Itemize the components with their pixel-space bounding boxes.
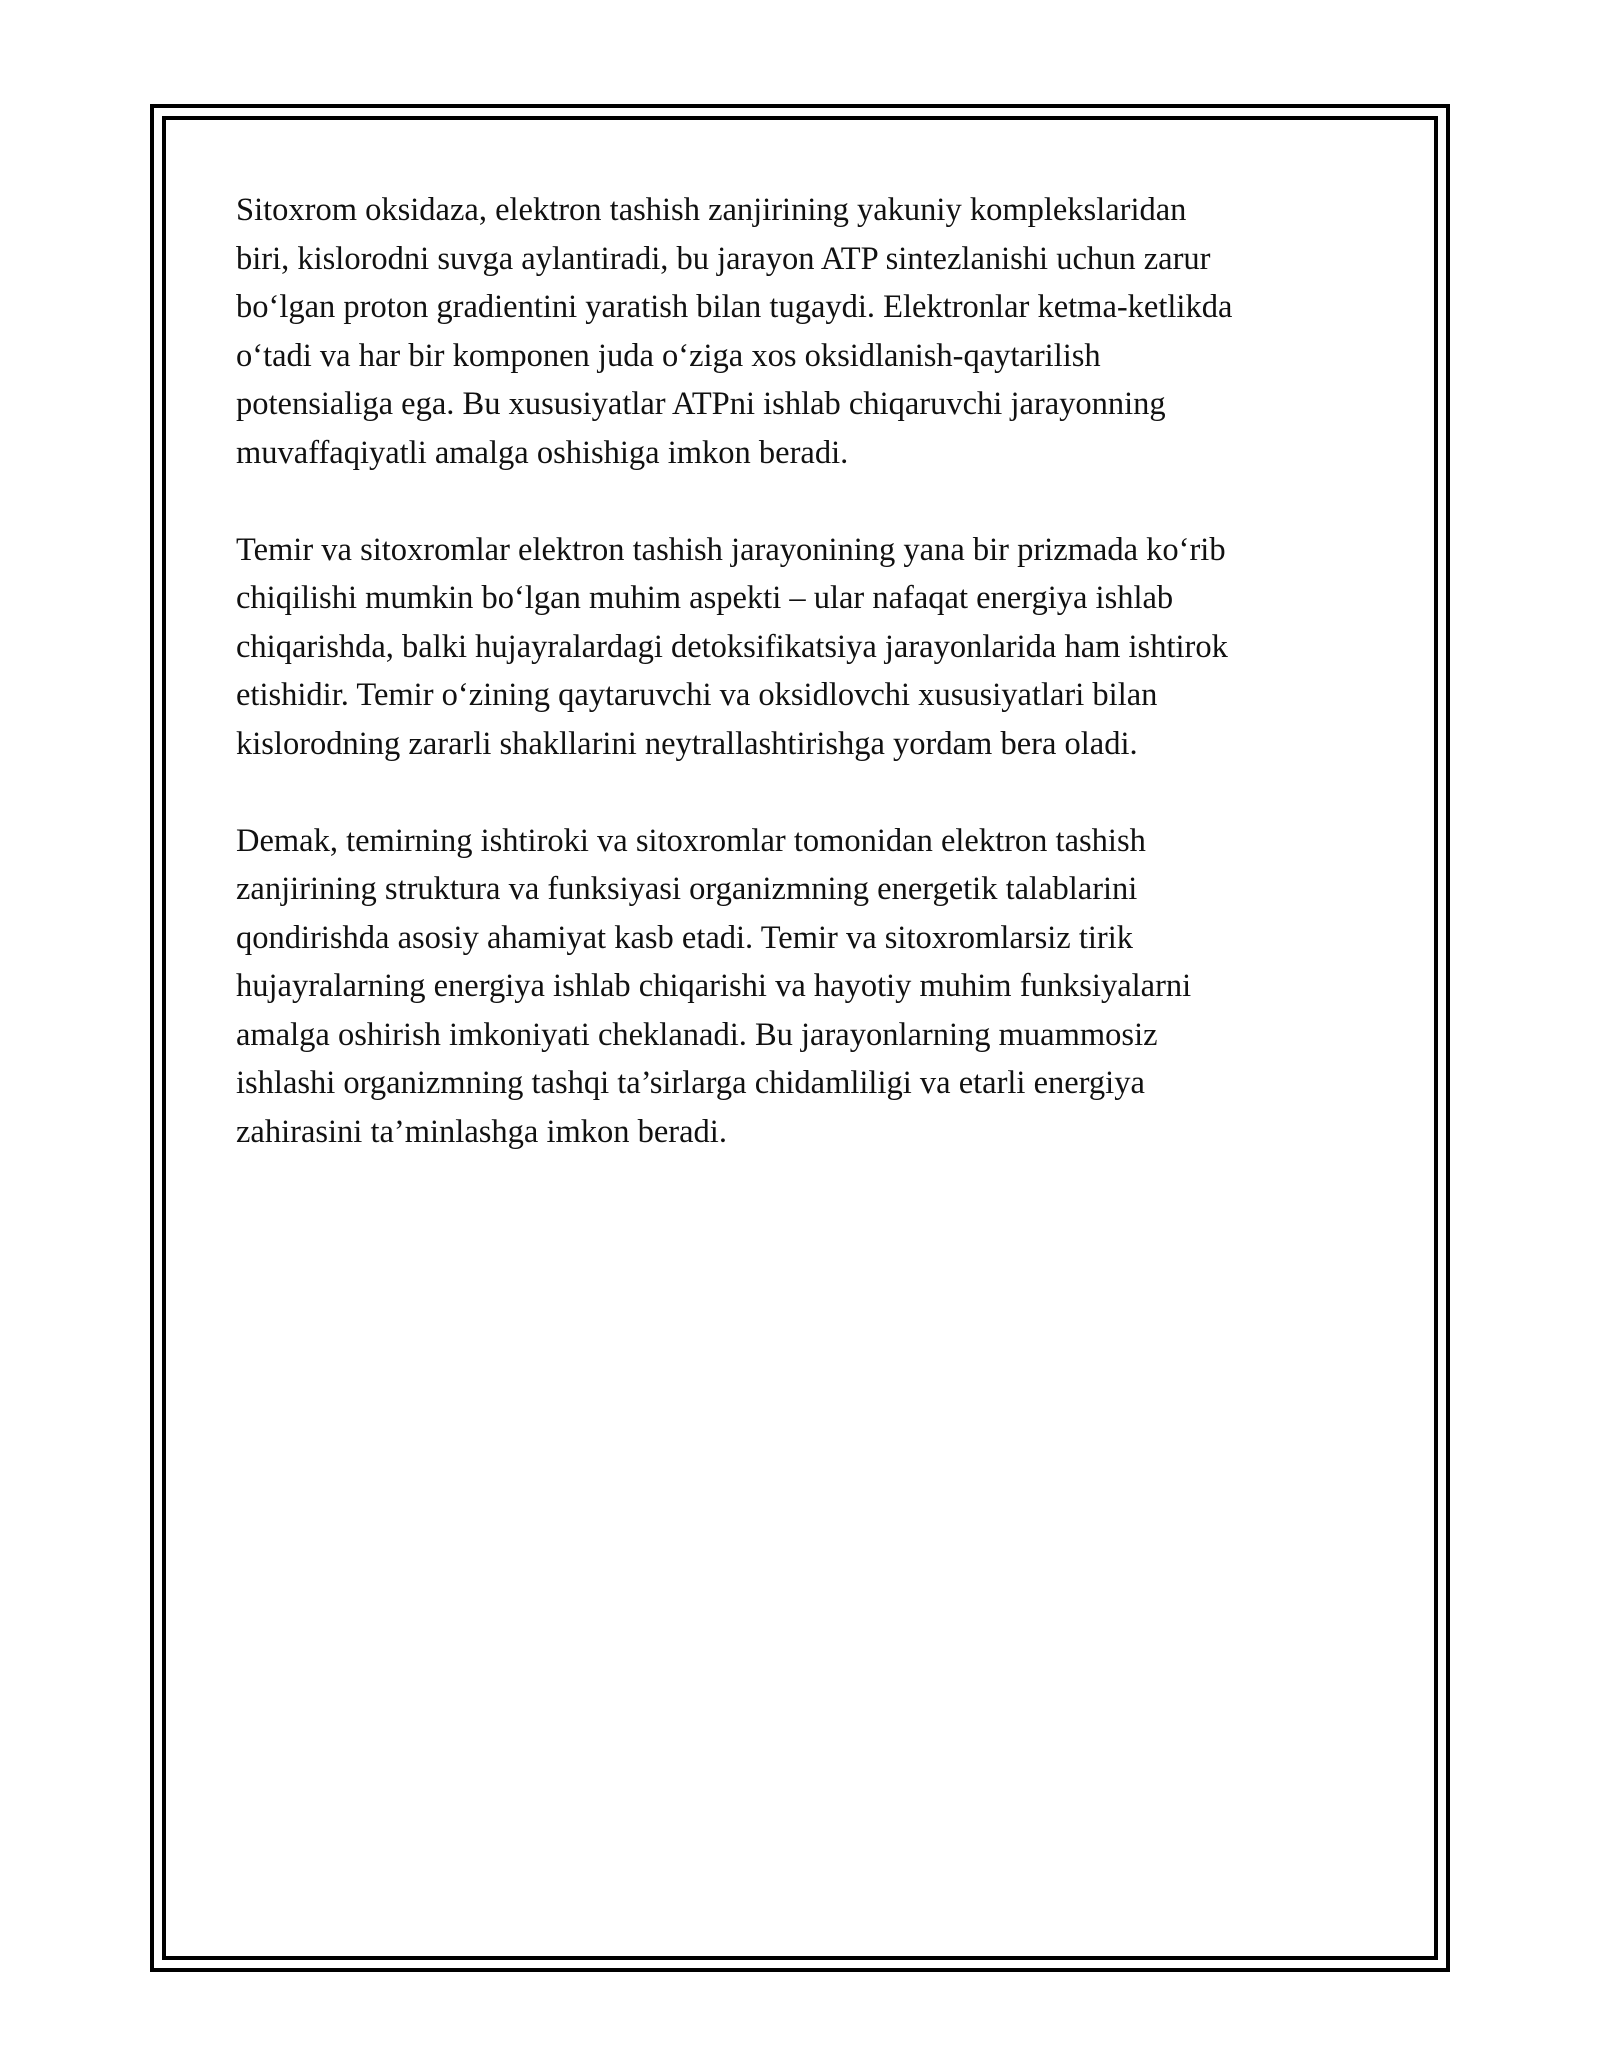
paragraph-2 — [236, 526, 1376, 769]
paragraph-3 — [236, 817, 1376, 1157]
paragraph-line: muvaffaqiyatli amalga oshishiga imkon beradi. — [236, 434, 849, 471]
paragraph-line: biri, kislorodni suvga aylantiradi, bu jarayon ATP sintezlanishi uchun zarur — [236, 240, 1211, 277]
paragraph-line: amalga oshirish imkoniyati cheklanadi. Bu jarayonlarning muammosiz — [236, 1016, 1158, 1053]
paragraph-line: Temir va sitoxromlar elektron tashish jarayonining yana bir prizmada ko‘rib — [236, 531, 1226, 568]
paragraph-line: Sitoxrom oksidaza, elektron tashish zanjirining yakuniy komplekslaridan — [236, 192, 1187, 228]
paragraph-line: etishidir. Temir o‘zining qaytaruvchi va oksidlovchi xususiyatlari bilan — [236, 677, 1158, 713]
paragraph-line: potensialiga ega. Bu xususiyatlar ATPni ishlab chiqaruvchi jarayonning — [236, 386, 1166, 422]
paragraph-line: qondirishda asosiy ahamiyat kasb etadi. Temir va sitoxromlarsiz tirik — [236, 919, 1134, 956]
paragraph-1 — [236, 186, 1376, 477]
paragraph-line: ishlashi organizmning tashqi ta’sirlarga chidamliligi va etarli energiya — [236, 1065, 1145, 1101]
paragraph-line: chiqilishi mumkin bo‘lgan muhim aspekti – ular nafaqat energiya ishlab — [236, 580, 1174, 616]
paragraph-line: Demak, temirning ishtiroki va sitoxromlar tomonidan elektron tashish — [236, 822, 1146, 859]
paragraph-line: zanjirining struktura va funksiyasi organizmning energetik talablarini — [236, 871, 1138, 907]
paragraph-line: o‘tadi va har bir komponen juda o‘ziga xos oksidlanish-qaytarilish — [236, 337, 1101, 374]
paragraph-line: kislorodning zararli shakllarini neytrallashtirishga yordam bera oladi. — [236, 725, 1138, 762]
paragraph-line: bo‘lgan proton gradientini yaratish bilan tugaydi. Elektronlar ketma-ketlikda — [236, 289, 1233, 325]
paragraph-line: hujayralarning energiya ishlab chiqarishi va hayotiy muhim funksiyalarni — [236, 968, 1192, 1004]
document-body — [236, 186, 1376, 1205]
paragraph-line: zahirasini ta’minlashga imkon beradi. — [236, 1113, 727, 1150]
paragraph-line: chiqarishda, balki hujayralardagi detoksifikatsiya jarayonlarida ham ishtirok — [236, 628, 1228, 665]
